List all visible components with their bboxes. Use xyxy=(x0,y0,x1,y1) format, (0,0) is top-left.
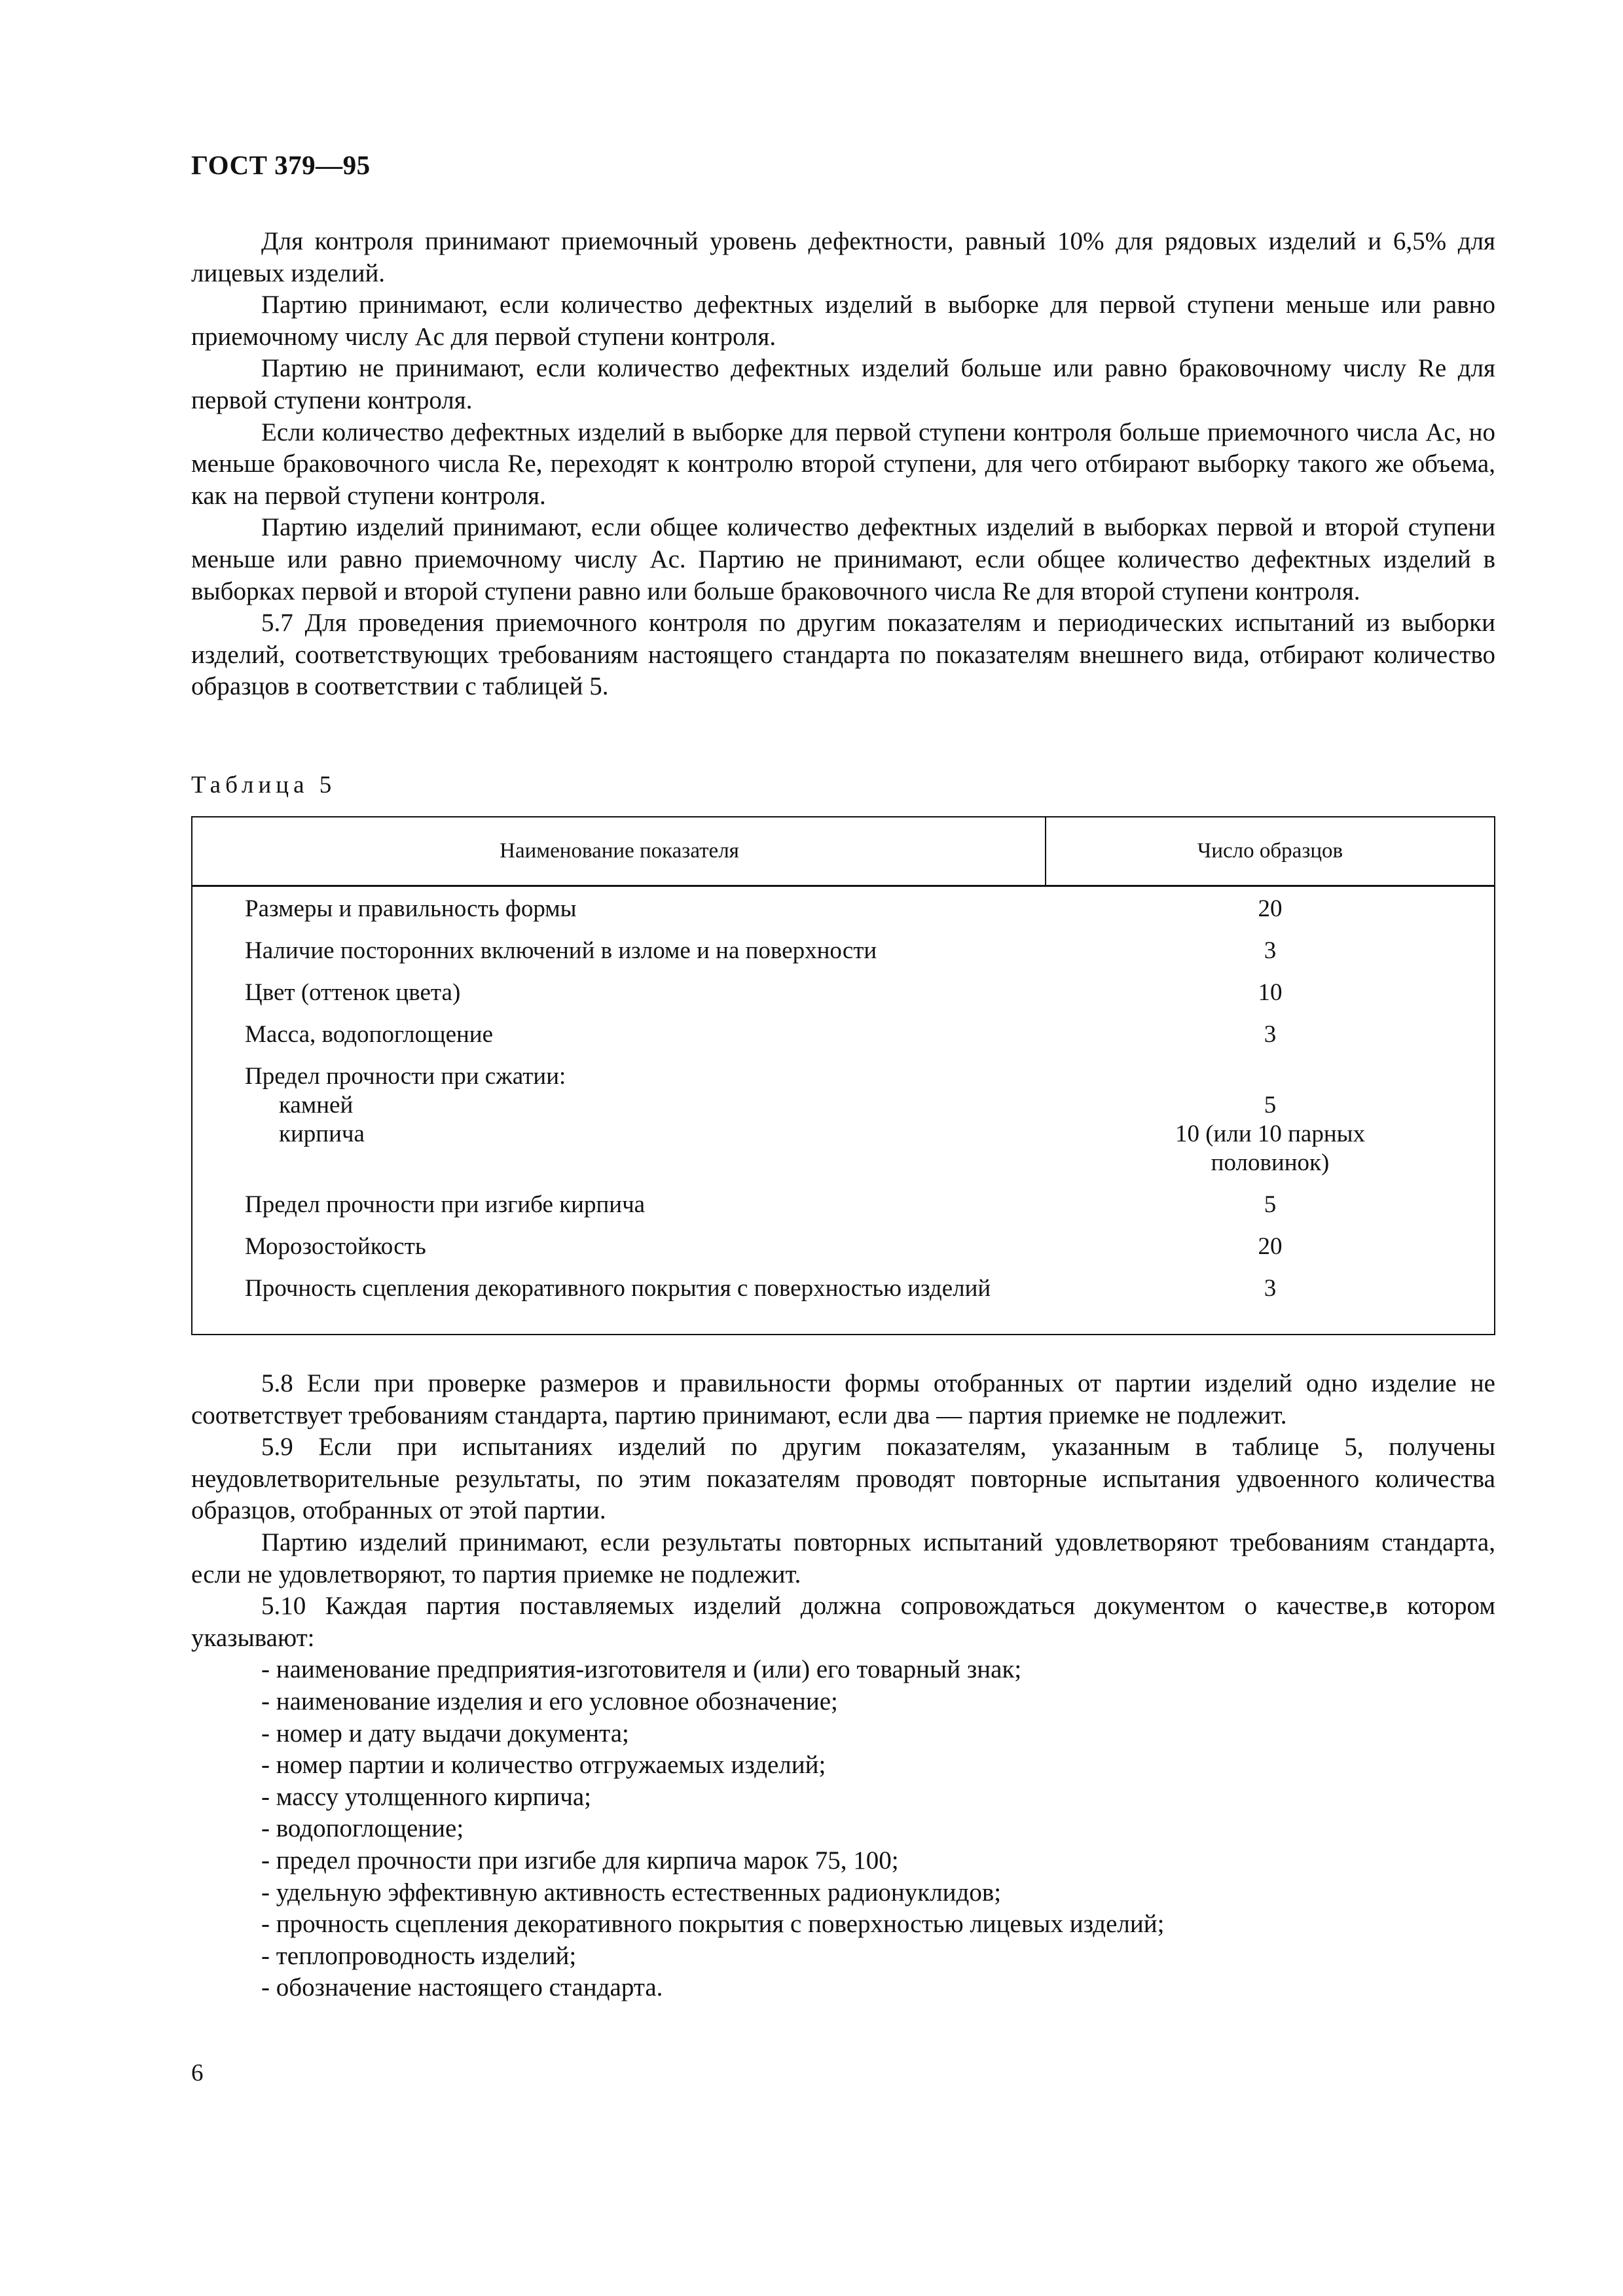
list-item: - наименование предприятия-изготовителя и (или) его товарный знак; xyxy=(261,1655,1022,1684)
row-value-stones: 5 xyxy=(1264,1092,1277,1119)
page-number: 6 xyxy=(191,2060,204,2087)
paragraph: 5.10 Каждая партия поставляемых изделий должна сопровождаться документом о качестве,в котором указывают: xyxy=(191,1592,1495,1652)
paragraph: 5.8 Если при проверке размеров и правильности формы отобранных от партии изделий одно изделие не соответствует требованиям стандарта, партию принимают, если два — партия приемке не подлежит. xyxy=(191,1369,1495,1429)
table-row xyxy=(192,1020,1494,1049)
table-row-compression xyxy=(192,1062,1494,1177)
table-row xyxy=(192,1274,1494,1303)
list-item: - номер партии и количество отгружаемых изделий; xyxy=(261,1751,826,1780)
paragraph: Партию изделий принимают, если общее количество дефектных изделий в выборках первой и второй ступени меньше или равно приемочному числу Ac. Партию не принимают, если общее количество дефектных изделий в выборках первой и второй ступени равно или больше браковочного числа Re для второй ступени контроля. xyxy=(191,513,1495,605)
row-value-brick-line1: 10 (или 10 парных xyxy=(1175,1121,1366,1147)
row-subname-brick: кирпича xyxy=(279,1121,365,1147)
column-header-sample-count: Число образцов xyxy=(1197,839,1343,863)
row-value: 20 xyxy=(1258,895,1283,922)
paragraph: 5.7 Для проведения приемочного контроля по другим показателям и периодических испытаний из выборки изделий, соответствующих требованиям настоящего стандарта по показателям внешнего вида, отбирают количество образцов в соответствии с таблицей 5. xyxy=(191,609,1495,701)
row-value: 5 xyxy=(1264,1191,1277,1218)
row-value: 20 xyxy=(1258,1233,1283,1260)
paragraph: Для контроля принимают приемочный уровень дефектности, равный 10% для рядовых изделий и 6,5% для лицевых изделий. xyxy=(191,227,1495,287)
paragraph: Если количество дефектных изделий в выборке для первой ступени контроля больше приемочного числа Ac, но меньше браковочного числа Re, переходят к контролю второй ступени, для чего отбирают выборку такого же объема, как на первой ступени контроля. xyxy=(191,418,1495,510)
table-row xyxy=(192,1191,1494,1219)
row-name: Наличие посторонних включений в изломе и на поверхности xyxy=(245,937,877,964)
row-name: Предел прочности при сжатии: xyxy=(245,1063,566,1090)
list-item: - массу утолщенного кирпича; xyxy=(261,1782,591,1811)
header-divider xyxy=(1045,817,1046,885)
list-item: - водопоглощение; xyxy=(261,1814,464,1843)
paragraph: Партию принимают, если количество дефектных изделий в выборке для первой ступени меньше или равно приемочному числу Ac для первой ступени контроля. xyxy=(191,291,1495,351)
text-block-top xyxy=(191,226,1495,703)
list-item: - удельную эффективную активность естественных радионуклидов; xyxy=(261,1878,1002,1907)
text-block-bottom xyxy=(191,1368,1495,2004)
table-row xyxy=(192,1232,1494,1261)
table-header xyxy=(192,817,1494,887)
paragraph: Партию не принимают, если количество дефектных изделий больше или равно браковочному числу Re для первой ступени контроля. xyxy=(191,354,1495,414)
table-row xyxy=(192,895,1494,924)
row-value: 10 xyxy=(1258,979,1283,1006)
row-value-brick-line2: половинок) xyxy=(1211,1149,1330,1176)
row-name: Морозостойкость xyxy=(245,1233,426,1260)
row-name: Размеры и правильность формы xyxy=(245,895,577,922)
list-item: - наименование изделия и его условное обозначение; xyxy=(261,1687,838,1715)
list-item: - предел прочности при изгибе для кирпича марок 75, 100; xyxy=(261,1846,899,1874)
list-item: - прочность сцепления декоративного покрытия с поверхностью лицевых изделий; xyxy=(261,1910,1165,1939)
table-row xyxy=(192,978,1494,1007)
row-name: Прочность сцепления декоративного покрытия с поверхностью изделий xyxy=(245,1275,991,1302)
list-item: - теплопроводность изделий; xyxy=(261,1941,577,1970)
table-body xyxy=(192,895,1494,1303)
list-item: - номер и дату выдачи документа; xyxy=(261,1719,629,1748)
samples-table xyxy=(191,816,1495,1335)
column-header-indicator: Наименование показателя xyxy=(500,839,739,863)
standard-title: ГОСТ 379—95 xyxy=(191,150,371,180)
row-name: Масса, водопоглощение xyxy=(245,1021,494,1048)
table-caption: Таблица 5 xyxy=(191,772,337,798)
quality-document-list xyxy=(191,1654,1495,2004)
row-name: Предел прочности при изгибе кирпича xyxy=(245,1191,646,1218)
row-value: 3 xyxy=(1264,1275,1277,1302)
list-item: - обозначение настоящего стандарта. xyxy=(261,1973,663,2002)
row-subname-stones: камней xyxy=(279,1092,354,1119)
table-row xyxy=(192,937,1494,965)
paragraph: 5.9 Если при испытаниях изделий по другим показателям, указанным в таблице 5, получены неудовлетворительные результаты, по этим показателям проводят повторные испытания удвоенного количества образцов, отобранных от этой партии. xyxy=(191,1433,1495,1525)
row-name: Цвет (оттенок цвета) xyxy=(245,979,461,1006)
paragraph: Партию изделий принимают, если результаты повторных испытаний удовлетворяют требованиям стандарта, если не удовлетворяют, то партия приемке не подлежит. xyxy=(191,1528,1495,1588)
row-value: 3 xyxy=(1264,937,1277,964)
row-value: 3 xyxy=(1264,1021,1277,1048)
